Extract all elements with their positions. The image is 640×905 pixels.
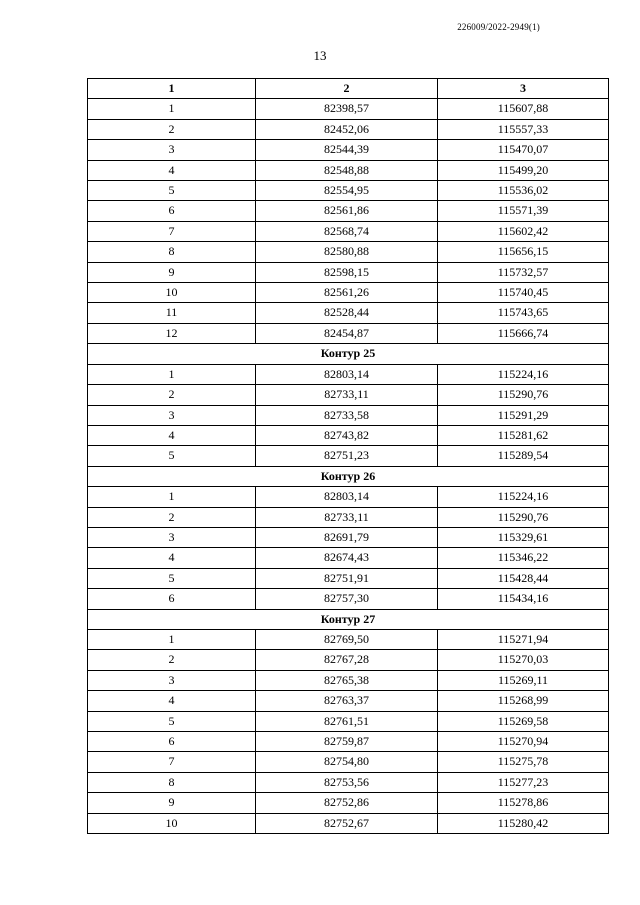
point-number-cell: 7 xyxy=(88,221,256,241)
y-coordinate-cell: 115434,16 xyxy=(438,589,609,609)
point-number-cell: 8 xyxy=(88,242,256,262)
x-coordinate-cell: 82554,95 xyxy=(256,181,438,201)
y-coordinate-cell: 115269,58 xyxy=(438,711,609,731)
x-coordinate-cell: 82751,23 xyxy=(256,446,438,466)
table-row xyxy=(88,262,609,282)
column-header-x: 2 xyxy=(256,79,438,99)
x-coordinate-cell: 82752,86 xyxy=(256,793,438,813)
document-id: 226009/2022-2949(1) xyxy=(457,22,540,32)
y-coordinate-cell: 115269,11 xyxy=(438,670,609,690)
x-coordinate-cell: 82561,26 xyxy=(256,283,438,303)
table-row xyxy=(88,221,609,241)
y-coordinate-cell: 115602,42 xyxy=(438,221,609,241)
y-coordinate-cell: 115743,65 xyxy=(438,303,609,323)
table-body xyxy=(88,99,609,834)
x-coordinate-cell: 82691,79 xyxy=(256,527,438,547)
table-row xyxy=(88,507,609,527)
point-number-cell: 5 xyxy=(88,711,256,731)
table-row xyxy=(88,629,609,649)
y-coordinate-cell: 115281,62 xyxy=(438,425,609,445)
x-coordinate-cell: 82769,50 xyxy=(256,629,438,649)
point-number-cell: 5 xyxy=(88,568,256,588)
table-row xyxy=(88,813,609,833)
table-row xyxy=(88,793,609,813)
y-coordinate-cell: 115291,29 xyxy=(438,405,609,425)
point-number-cell: 10 xyxy=(88,283,256,303)
table-row xyxy=(88,650,609,670)
table-row xyxy=(88,160,609,180)
y-coordinate-cell: 115470,07 xyxy=(438,140,609,160)
x-coordinate-cell: 82763,37 xyxy=(256,691,438,711)
y-coordinate-cell: 115536,02 xyxy=(438,181,609,201)
x-coordinate-cell: 82752,67 xyxy=(256,813,438,833)
x-coordinate-cell: 82398,57 xyxy=(256,99,438,119)
table-row xyxy=(88,140,609,160)
table-row xyxy=(88,323,609,343)
point-number-cell: 2 xyxy=(88,507,256,527)
y-coordinate-cell: 115557,33 xyxy=(438,119,609,139)
y-coordinate-cell: 115275,78 xyxy=(438,752,609,772)
x-coordinate-cell: 82803,14 xyxy=(256,487,438,507)
contour-section-row xyxy=(88,344,609,364)
x-coordinate-cell: 82674,43 xyxy=(256,548,438,568)
table-row xyxy=(88,99,609,119)
x-coordinate-cell: 82754,80 xyxy=(256,752,438,772)
point-number-cell: 2 xyxy=(88,119,256,139)
table-row xyxy=(88,119,609,139)
contour-section-row xyxy=(88,609,609,629)
x-coordinate-cell: 82598,15 xyxy=(256,262,438,282)
coordinates-table xyxy=(87,78,609,834)
point-number-cell: 1 xyxy=(88,629,256,649)
y-coordinate-cell: 115290,76 xyxy=(438,507,609,527)
x-coordinate-cell: 82733,11 xyxy=(256,507,438,527)
point-number-cell: 4 xyxy=(88,425,256,445)
table-header-row xyxy=(88,79,609,99)
point-number-cell: 10 xyxy=(88,813,256,833)
y-coordinate-cell: 115732,57 xyxy=(438,262,609,282)
table-row xyxy=(88,548,609,568)
table-row xyxy=(88,385,609,405)
point-number-cell: 1 xyxy=(88,487,256,507)
table-row xyxy=(88,487,609,507)
table-row xyxy=(88,691,609,711)
point-number-cell: 1 xyxy=(88,99,256,119)
point-number-cell: 3 xyxy=(88,405,256,425)
x-coordinate-cell: 82751,91 xyxy=(256,568,438,588)
y-coordinate-cell: 115607,88 xyxy=(438,99,609,119)
y-coordinate-cell: 115656,15 xyxy=(438,242,609,262)
x-coordinate-cell: 82743,82 xyxy=(256,425,438,445)
table-row xyxy=(88,527,609,547)
y-coordinate-cell: 115224,16 xyxy=(438,364,609,384)
point-number-cell: 3 xyxy=(88,527,256,547)
table-row xyxy=(88,283,609,303)
table-row xyxy=(88,446,609,466)
y-coordinate-cell: 115268,99 xyxy=(438,691,609,711)
table-row xyxy=(88,568,609,588)
point-number-cell: 9 xyxy=(88,262,256,282)
y-coordinate-cell: 115224,16 xyxy=(438,487,609,507)
point-number-cell: 11 xyxy=(88,303,256,323)
point-number-cell: 5 xyxy=(88,446,256,466)
point-number-cell: 5 xyxy=(88,181,256,201)
x-coordinate-cell: 82568,74 xyxy=(256,221,438,241)
x-coordinate-cell: 82765,38 xyxy=(256,670,438,690)
y-coordinate-cell: 115329,61 xyxy=(438,527,609,547)
table-row xyxy=(88,303,609,323)
x-coordinate-cell: 82454,87 xyxy=(256,323,438,343)
point-number-cell: 3 xyxy=(88,670,256,690)
x-coordinate-cell: 82452,06 xyxy=(256,119,438,139)
y-coordinate-cell: 115740,45 xyxy=(438,283,609,303)
y-coordinate-cell: 115271,94 xyxy=(438,629,609,649)
point-number-cell: 4 xyxy=(88,691,256,711)
contour-section-title: Контур 27 xyxy=(88,609,609,629)
contour-section-title: Контур 25 xyxy=(88,344,609,364)
page-number: 13 xyxy=(313,48,327,63)
column-header-point: 1 xyxy=(88,79,256,99)
table-row xyxy=(88,364,609,384)
x-coordinate-cell: 82803,14 xyxy=(256,364,438,384)
y-coordinate-cell: 115428,44 xyxy=(438,568,609,588)
y-coordinate-cell: 115277,23 xyxy=(438,772,609,792)
table-row xyxy=(88,752,609,772)
point-number-cell: 8 xyxy=(88,772,256,792)
x-coordinate-cell: 82561,86 xyxy=(256,201,438,221)
x-coordinate-cell: 82733,11 xyxy=(256,385,438,405)
point-number-cell: 12 xyxy=(88,323,256,343)
table-row xyxy=(88,425,609,445)
table-row xyxy=(88,181,609,201)
y-coordinate-cell: 115290,76 xyxy=(438,385,609,405)
point-number-cell: 7 xyxy=(88,752,256,772)
x-coordinate-cell: 82733,58 xyxy=(256,405,438,425)
point-number-cell: 2 xyxy=(88,650,256,670)
point-number-cell: 6 xyxy=(88,589,256,609)
x-coordinate-cell: 82548,88 xyxy=(256,160,438,180)
y-coordinate-cell: 115289,54 xyxy=(438,446,609,466)
contour-section-title: Контур 26 xyxy=(88,466,609,486)
y-coordinate-cell: 115499,20 xyxy=(438,160,609,180)
x-coordinate-cell: 82761,51 xyxy=(256,711,438,731)
table-row xyxy=(88,670,609,690)
y-coordinate-cell: 115346,22 xyxy=(438,548,609,568)
table-row xyxy=(88,589,609,609)
y-coordinate-cell: 115270,94 xyxy=(438,732,609,752)
x-coordinate-cell: 82544,39 xyxy=(256,140,438,160)
point-number-cell: 3 xyxy=(88,140,256,160)
x-coordinate-cell: 82753,56 xyxy=(256,772,438,792)
point-number-cell: 9 xyxy=(88,793,256,813)
table-row xyxy=(88,242,609,262)
point-number-cell: 1 xyxy=(88,364,256,384)
column-header-y: 3 xyxy=(438,79,609,99)
y-coordinate-cell: 115278,86 xyxy=(438,793,609,813)
x-coordinate-cell: 82759,87 xyxy=(256,732,438,752)
y-coordinate-cell: 115280,42 xyxy=(438,813,609,833)
table-row xyxy=(88,772,609,792)
y-coordinate-cell: 115571,39 xyxy=(438,201,609,221)
point-number-cell: 4 xyxy=(88,160,256,180)
x-coordinate-cell: 82528,44 xyxy=(256,303,438,323)
table-row xyxy=(88,201,609,221)
point-number-cell: 6 xyxy=(88,732,256,752)
x-coordinate-cell: 82580,88 xyxy=(256,242,438,262)
point-number-cell: 6 xyxy=(88,201,256,221)
point-number-cell: 4 xyxy=(88,548,256,568)
y-coordinate-cell: 115270,03 xyxy=(438,650,609,670)
contour-section-row xyxy=(88,466,609,486)
table-row xyxy=(88,711,609,731)
table-row xyxy=(88,732,609,752)
y-coordinate-cell: 115666,74 xyxy=(438,323,609,343)
table-row xyxy=(88,405,609,425)
x-coordinate-cell: 82757,30 xyxy=(256,589,438,609)
x-coordinate-cell: 82767,28 xyxy=(256,650,438,670)
point-number-cell: 2 xyxy=(88,385,256,405)
